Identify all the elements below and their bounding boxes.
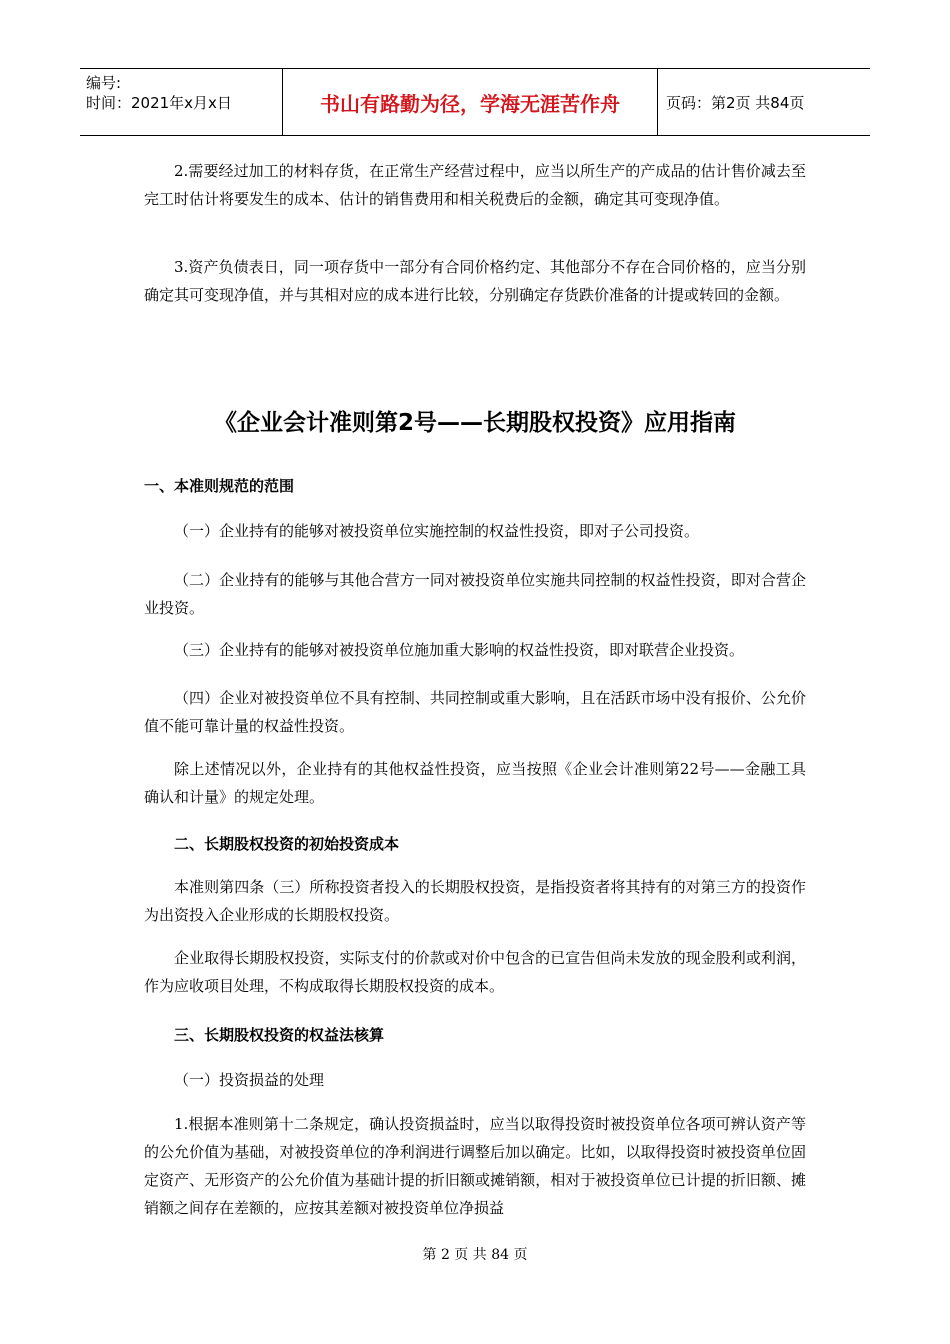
- section1-item-2: （二）企业持有的能够与其他合营方一同对被投资单位实施共同控制的权益性投资，即对合营企业投资。: [144, 571, 806, 617]
- page-footer: 第 2 页 共 84 页: [422, 1247, 528, 1263]
- paragraph-top-2: 3.资产负债表日，同一项存货中一部分有合同价格约定、其他部分不存在合同价格的，应当分别确定其可变现净值，并与其相对应的成本进行比较，分别确定存货跌价准备的计提或转回的金额。: [144, 258, 806, 304]
- section3-item-1: 1.根据本准则第十二条规定，确认投资损益时，应当以取得投资时被投资单位各项可辨认资产等的公允价值为基础，对被投资单位的净利润进行调整后加以确定。比如，以取得投资时被投资单位固定资产、无形资产的公允价值为基础计提的折旧额或摊销额，相对于被投资单位已计提的折旧额、摊销额之间存在差额的，应按其差额对被投资单位净损益: [144, 1115, 806, 1217]
- header-motto: 书山有路勤为径，学海无涯苦作舟: [282, 69, 658, 135]
- header-page-info: 页码：第2页 共84页: [666, 93, 805, 112]
- section1-item-1: （一）企业持有的能够对被投资单位实施控制的权益性投资，即对子公司投资。: [174, 522, 700, 540]
- section3-subheading: （一）投资损益的处理: [174, 1071, 325, 1089]
- header-meta: [80, 69, 282, 135]
- section2-item-1: 本准则第四条（三）所称投资者投入的长期股权投资，是指投资者将其持有的对第三方的投资作为出资投入企业形成的长期股权投资。: [144, 878, 806, 924]
- section1-item-3: （三）企业持有的能够对被投资单位施加重大影响的权益性投资，即对联营企业投资。: [174, 641, 745, 659]
- page-header: [80, 68, 870, 136]
- section2-heading: 二、长期股权投资的初始投资成本: [174, 835, 400, 853]
- time-label: 时间：2021年x月x日: [86, 94, 232, 112]
- section3-heading: 三、长期股权投资的权益法核算: [174, 1026, 385, 1044]
- section1-item-4: （四）企业对被投资单位不具有控制、共同控制或重大影响，且在活跃市场中没有报价、公允价值不能可靠计量的权益性投资。: [144, 689, 806, 735]
- document-title: 《企业会计准则第2号——长期股权投资》应用指南: [213, 410, 736, 436]
- section1-heading: 一、本准则规范的范围: [144, 477, 295, 495]
- section2-item-2: 企业取得长期股权投资，实际支付的价款或对价中包含的已宣告但尚未发放的现金股利或利润，作为应收项目处理，不构成取得长期股权投资的成本。: [144, 949, 806, 995]
- paragraph-top-1: 2.需要经过加工的材料存货，在正常生产经营过程中，应当以所生产的产成品的估计售价减去至完工时估计将要发生的成本、估计的销售费用和相关税费后的金额，确定其可变现净值。: [144, 162, 806, 208]
- number-label: 编号:: [86, 74, 122, 92]
- section1-item-5: 除上述情况以外，企业持有的其他权益性投资，应当按照《企业会计准则第22号——金融工具确认和计量》的规定处理。: [144, 760, 806, 806]
